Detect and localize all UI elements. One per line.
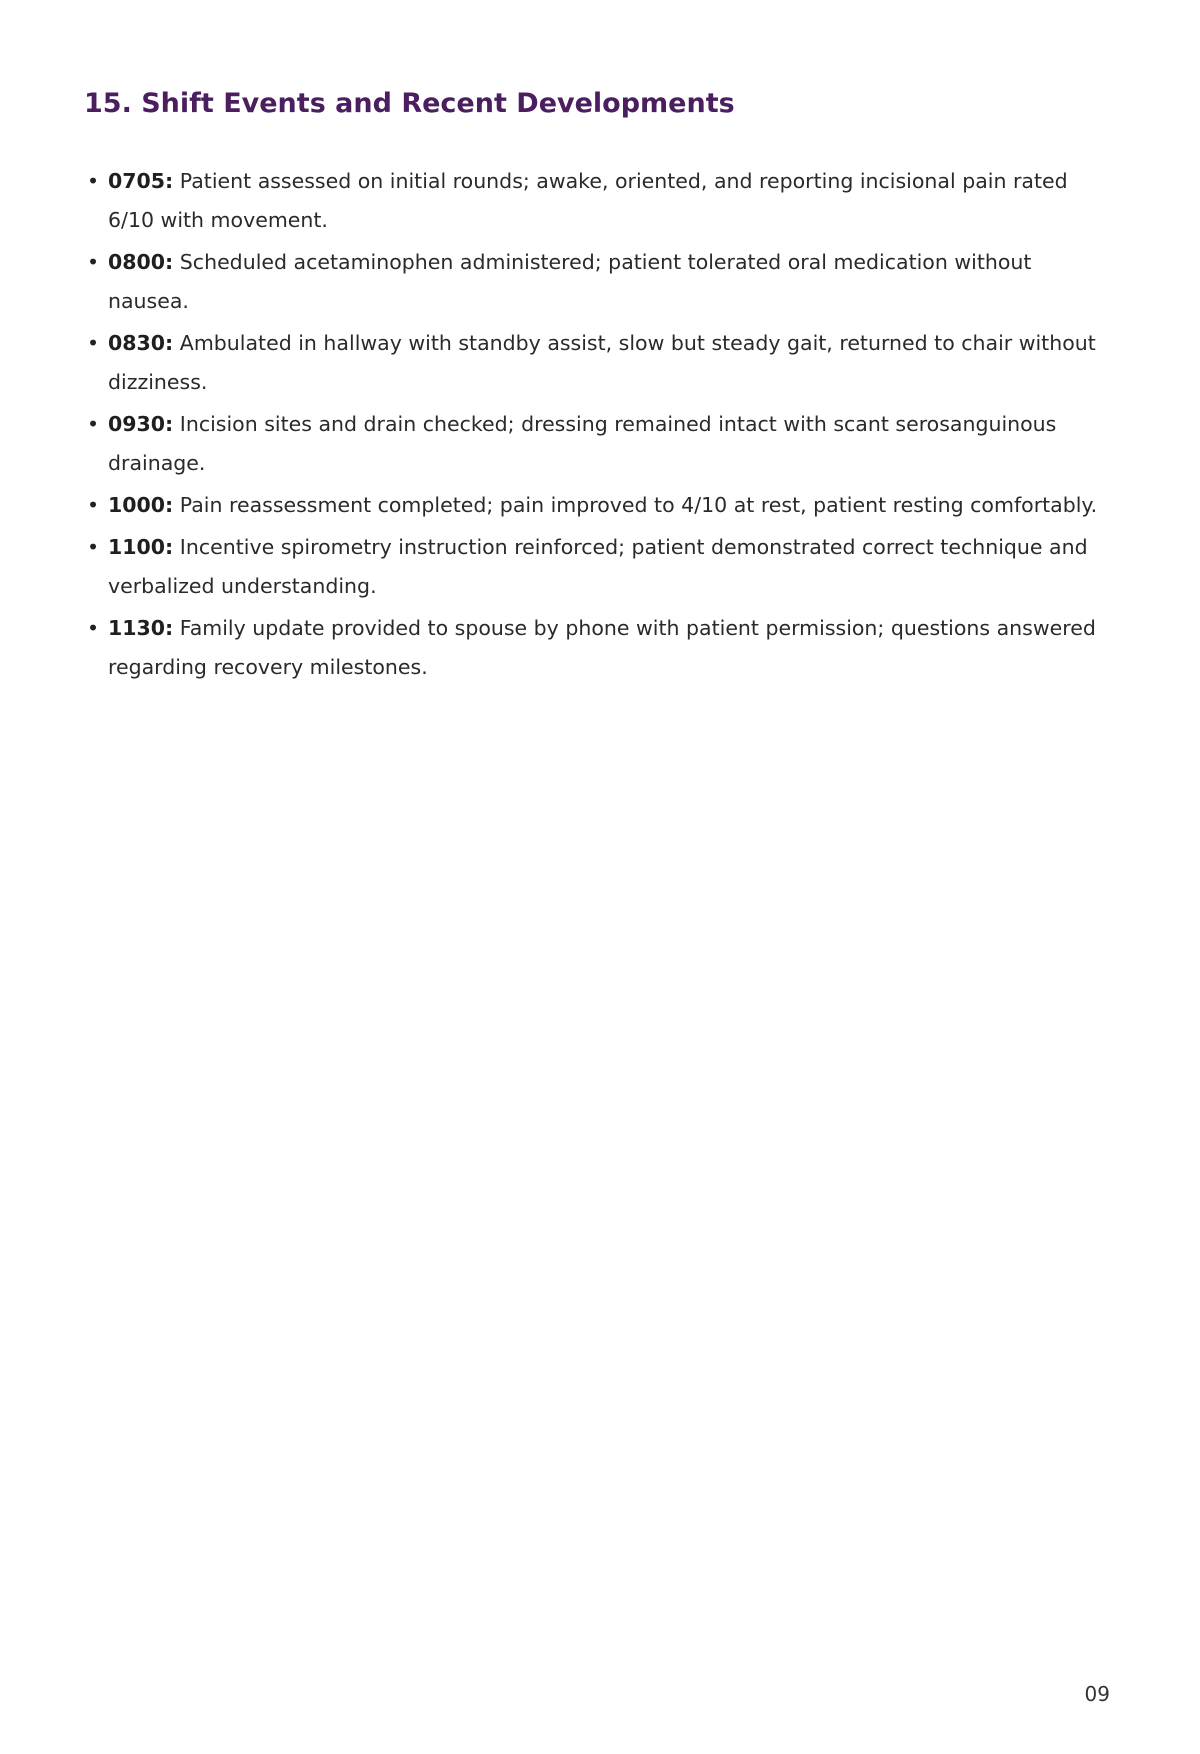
event-text: Patient assessed on initial rounds; awake, oriented, and reporting incisional pain rated 6/10 with movement. bbox=[108, 169, 1068, 232]
event-time: 1000: bbox=[108, 493, 174, 517]
list-item bbox=[86, 486, 1113, 525]
event-text: Family update provided to spouse by phone with patient permission; questions answered regarding recovery milestones. bbox=[108, 616, 1096, 679]
event-time: 0830: bbox=[108, 331, 174, 355]
list-item bbox=[86, 609, 1113, 687]
event-text: Incision sites and drain checked; dressing remained intact with scant serosanguinous drainage. bbox=[108, 412, 1057, 475]
list-item bbox=[86, 528, 1113, 606]
event-text: Scheduled acetaminophen administered; patient tolerated oral medication without nausea. bbox=[108, 250, 1032, 313]
event-text: Ambulated in hallway with standby assist, slow but steady gait, returned to chair without dizziness. bbox=[108, 331, 1096, 394]
shift-events-list bbox=[86, 162, 1113, 690]
bullet-icon: • bbox=[86, 493, 100, 517]
event-time: 0705: bbox=[108, 169, 174, 193]
section-title: 15. Shift Events and Recent Developments bbox=[84, 88, 735, 119]
event-text: Incentive spirometry instruction reinforced; patient demonstrated correct technique and verbalized understanding. bbox=[108, 535, 1088, 598]
event-time: 0930: bbox=[108, 412, 174, 436]
bullet-icon: • bbox=[86, 535, 100, 559]
list-item bbox=[86, 162, 1113, 240]
bullet-icon: • bbox=[86, 412, 100, 436]
page-number: 09 bbox=[1084, 1682, 1110, 1706]
bullet-icon: • bbox=[86, 616, 100, 640]
event-time: 0800: bbox=[108, 250, 174, 274]
list-item bbox=[86, 405, 1113, 483]
bullet-icon: • bbox=[86, 250, 100, 274]
list-item bbox=[86, 243, 1113, 321]
bullet-icon: • bbox=[86, 169, 100, 193]
event-text: Pain reassessment completed; pain improved to 4/10 at rest, patient resting comfortably. bbox=[179, 493, 1098, 517]
event-time: 1130: bbox=[108, 616, 174, 640]
list-item bbox=[86, 324, 1113, 402]
bullet-icon: • bbox=[86, 331, 100, 355]
event-time: 1100: bbox=[108, 535, 174, 559]
